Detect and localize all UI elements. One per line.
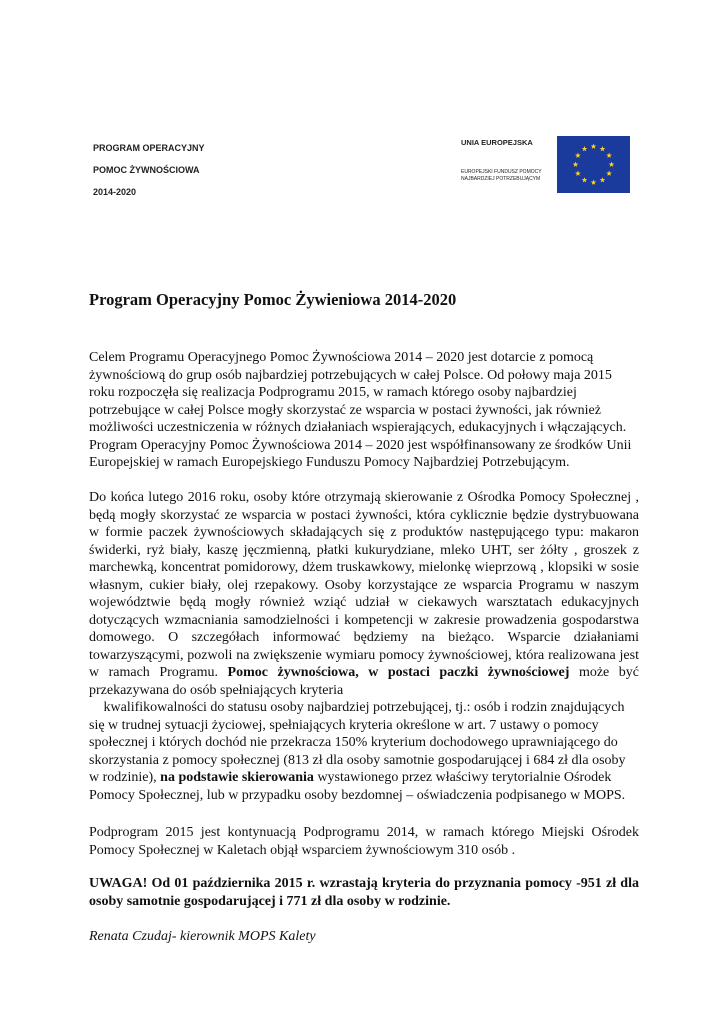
eu-star <box>573 162 579 167</box>
eu-star <box>575 153 581 158</box>
eu-star <box>609 162 615 167</box>
signature: Renata Czudaj- kierownik MOPS Kalety <box>89 929 316 944</box>
eu-flag-icon <box>557 136 630 193</box>
eu-star <box>591 144 597 149</box>
header-line-3: 2014-2020 <box>93 187 137 197</box>
details-text-3: kwalifikowalności do statusu osoby najbardziej potrzebującej, tj.: osób i rodzin znajdujących <box>103 700 625 715</box>
eu-fund-line-1: EUROPEJSKI FUNDUSZ POMOCY <box>461 169 542 175</box>
header-line-2: POMOC ŻYWNOŚCIOWA <box>93 165 200 175</box>
eu-fund-name <box>461 169 542 183</box>
eu-star <box>606 171 612 176</box>
header-line-1: PROGRAM OPERACYJNY <box>93 143 205 153</box>
paragraph-details <box>89 489 639 804</box>
document-title: Program Operacyjny Pomoc Żywieniowa 2014-2020 <box>89 290 457 309</box>
paragraph-intro: Celem Programu Operacyjnego Pomoc Żywnościowa 2014 – 2020 jest dotarcie z pomocą żywnościową do grup osób najbardziej potrzebujących w całej Polsce. Od połowy maja 2015 roku rozpoczęła się realizacja Podprogramu 2015, w ramach którego osoby najbardziej potrzebujące w całej Polsce mogły skorzystać ze wsparcia w postaci żywności, jak również możliwości uczestniczenia w różnych działaniach wspierających, edukacyjnych i włączających. Program Operacyjny Pomoc Żywnościowa 2014 – 2020 jest współfinansowany ze środków Unii Europejskiej w ramach Europejskiego Funduszu Pomocy Najbardziej Potrzebującym. <box>89 350 632 470</box>
details-text-1: Do końca lutego 2016 roku, osoby które otrzymają skierowanie z Ośrodka Pomocy Społecznej , będą mogły skorzystać ze wsparcia w postaci żywności, która cyklicznie będzie dystrybuowana w formie paczek żywnościowych składających się z produktów następującego typu: makaron świderki, ryż biały, kaszę jęczmienną, płatki kukurydziane, mleko UHT, ser żółty , groszek z marchewką, koncentrat pomidorowy, dżem truskawkowy, mielonkę wieprzową , klopsiki w sosie własnym, cukier biały, olej rzepakowy. Osoby korzystające ze wsparcia Programu w naszym województwie będą mogły również wziąć udział w ciekawych warsztatach edukacyjnych dotyczących wzmacniania samodzielności i kompetencji w zakresie prowadzenia gospodarstwa domowego. O szczegółach informować będziemy na bieżąco. Wsparcie działaniami towarzyszącymi, pozwoli na zwiększenie wymiaru pomocy żywnościowej, która realizowana jest w ramach Programu. <box>89 490 639 680</box>
eu-star <box>591 180 597 185</box>
eu-star <box>600 146 606 151</box>
details-text-5: wystawionego przez właściwy terytorialnie Ośrodek Pomocy Społecznej, lub w przypadku osoby bezdomnej – oświadczenia podpisanego w MOPS. <box>89 770 626 803</box>
eu-label <box>461 138 542 183</box>
eu-star <box>582 177 588 182</box>
details-bold-2: na podstawie skierowania <box>160 770 314 785</box>
eu-star <box>575 171 581 176</box>
paragraph-subprogram: Podprogram 2015 jest kontynuacją Podprogramu 2014, w ramach którego Miejski Ośrodek Pomocy Społecznej w Kaletach objął wsparciem żywnościowym 310 osób . <box>89 825 639 858</box>
program-header <box>93 137 205 203</box>
details-bold-1: Pomoc żywnościowa, w postaci paczki żywnościowej <box>227 665 570 680</box>
details-text-4-wrap <box>89 717 639 805</box>
eu-fund-line-2: NAJBARDZIEJ POTRZEBUJĄCYM <box>461 176 541 182</box>
warning-notice: UWAGA! Od 01 października 2015 r. wzrastają kryteria do przyznania pomocy -951 zł dla osoby samotnie gospodarującej i 771 zł dla osoby w rodzinie. <box>89 876 639 909</box>
eu-star <box>600 177 606 182</box>
eu-star <box>606 153 612 158</box>
eu-star <box>582 146 588 151</box>
eu-title: UNIA EUROPEJSKA <box>461 138 533 147</box>
details-text-4: się w trudnej sytuacji życiowej, spełniających kryteria określone w art. 7 ustawy o pomocy społecznej i których dochód nie przekracza 150% kryterium dochodowego uprawniającego do skorzystania z pomocy społecznej (813 zł dla osoby samotnie gospodarującej i 684 zł dla osoby w rodzinie), <box>89 717 626 785</box>
details-text-2: może być przekazywana do osób spełniających kryteria <box>89 665 639 698</box>
